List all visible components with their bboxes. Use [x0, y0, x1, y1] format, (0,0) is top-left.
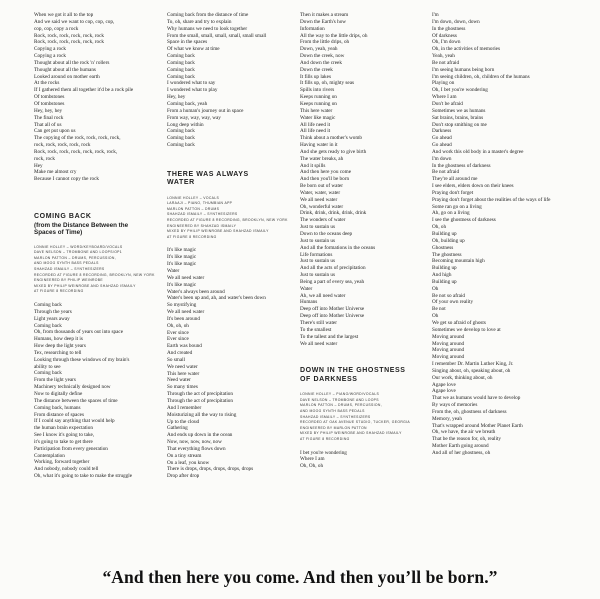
lyric-line: Having water in it [300, 142, 338, 149]
lyric-line: Life formations [300, 251, 333, 258]
lyric-line: Be born out of water [300, 183, 343, 190]
lyric-line: Oh, oh, oh [167, 322, 189, 329]
lyric-line: Be not afraid [432, 169, 460, 176]
lyric-line: Where I am [300, 456, 325, 463]
lyric-line: Go ahead [432, 135, 452, 142]
lyric-line: Sometimes we develop to love at [432, 326, 501, 333]
lyric-line: Down, yeah, yeah [300, 46, 338, 53]
lyric-line: Need water [167, 377, 191, 384]
lyric-line: On a leaf, you know [167, 459, 210, 466]
lyric-line: I remember Dr. Martin Luther King, Jr. [432, 361, 514, 368]
lyric-line: And it spills [300, 162, 326, 169]
lyric-line: DAVE NELSON – TROMBONE AND LOOPS/OP1 [34, 250, 123, 255]
lyric-line: I'm down, down, down [432, 18, 480, 25]
lyric-line: Now, now, now, now, now [167, 439, 222, 446]
song-subtitle-coming-back: (from the Distance Between the Spaces of Time) [34, 221, 129, 237]
lyric-line: Mother Earth going around [432, 443, 489, 450]
lyric-line: Keeps running on [300, 94, 337, 101]
lyric-line: Can get put upon us [34, 128, 76, 135]
lyric-line: At the rocks [34, 80, 60, 87]
lyric-line: That everything flows down [167, 445, 226, 452]
lyric-line: Of what we know at time [167, 46, 220, 53]
lyric-line: From a human's journey out in space [167, 107, 244, 114]
lyric-line: LONNIE HOLLEY – PIANO/WORD/VOCALS [300, 392, 380, 397]
lyric-line: The wonders of water [300, 217, 346, 224]
lyric-line: Of tombstones [34, 100, 65, 107]
lyric-line: Some ran go on a living [432, 203, 482, 210]
lyric-line: Playing on [432, 80, 455, 87]
lyric-line: Because I cannot copy the rock [34, 176, 99, 183]
song-title-down-in-the-ghostness: DOWN IN THE GHOSTNESS OF DARKNESS [300, 367, 406, 383]
lyric-line: Machinery technically designed now [34, 384, 111, 391]
lyric-line: Ever since [167, 336, 189, 343]
lyric-line: LONNIE HOLLEY – VOCALS [167, 195, 220, 200]
lyric-line: Light years away [34, 315, 70, 322]
lyric-line: ENGINEERED BY PHILIP WEINROBE [34, 278, 103, 283]
lyric-line: So many times [167, 384, 198, 391]
lyric-line: To the tallest and the largest [300, 333, 359, 340]
lyric-line: MARLON PATTON – DRUMS, PERCUSSION, [34, 255, 116, 260]
lyric-line: Moving around [432, 340, 465, 347]
lyric-line: Building up [432, 231, 457, 237]
lyric-line: Coming back [34, 370, 62, 377]
lyric-line: Oh, I bet you're wondering [432, 87, 488, 94]
lyric-line: Where I am [432, 94, 457, 101]
lyric-line: Coming back [167, 142, 195, 149]
lyric-line: Memory, yeah [432, 415, 462, 422]
lyric-line: Darkness [432, 128, 452, 135]
lyric-line: MIXED BY PHILIP WEINROBE AND SHAHZAD ISMAILY [167, 229, 269, 234]
lyric-line: From distance of spaces [34, 411, 84, 418]
lyric-line: Oh, we have, the air we breath [432, 429, 496, 436]
lyric-line: There is drops, drops, drops, drops, drops [167, 466, 254, 473]
lyric-line: Of your own reality [432, 299, 474, 306]
lyric-line: And then you'll be born [300, 176, 350, 183]
lyric-line: There's still water [300, 319, 337, 326]
lyric-line: Be not so afraid [432, 292, 465, 299]
lyric-line: We all need water [167, 309, 205, 316]
lyric-line: Drop after drop [167, 473, 200, 480]
lyric-line: We all need water [300, 340, 338, 347]
lyric-line: Oh, in the activities of memories [432, 46, 500, 53]
lyric-line: Humans, how deep it is [34, 336, 83, 343]
lyric-line: I'm seeing children, oh, children of the humans [432, 73, 530, 80]
lyric-line: Down the creek [300, 66, 333, 73]
lyric-line: How deep the light years [34, 343, 86, 350]
lyric-line: If I gathered them all together it'd be a rock pile [34, 87, 134, 94]
lyric-line: Hey [34, 162, 43, 169]
lyric-line: Agape love [432, 381, 456, 388]
lyric-line: The distance between the spaces of time [34, 397, 118, 404]
lyric-line: We all need water [300, 196, 338, 203]
lyric-line: Ah, go on a living [432, 210, 470, 217]
lyric-line: Working, forward together [34, 459, 90, 466]
lyric-line: Moving around [432, 347, 465, 354]
lyric-line: Long deep within [167, 121, 204, 128]
song-title-there-was-always-water: THERE WAS ALWAYS WATER [167, 170, 249, 187]
lyric-line: Looking through these windows of my brain's [34, 356, 130, 363]
lyric-line: Copying a rock [34, 46, 66, 53]
lyric-line: Coming back, humans [34, 404, 81, 411]
lyric-line: Sat brains, brains, brains [432, 114, 484, 121]
lyric-line: It's like magic [167, 261, 197, 268]
lyric-line: Ever since [167, 329, 189, 336]
lyric-line: Coming back [167, 135, 195, 142]
lyric-line: All the way to the little drips, oh [300, 32, 368, 39]
lyric-line: Coming back [167, 59, 195, 66]
lyric-line: In the ghostness of darkness [432, 162, 491, 169]
lyric-line: And down the creek [300, 59, 342, 66]
lyric-line: It fills up lakes [300, 73, 331, 80]
lyric-line: Coming back [34, 302, 62, 309]
lyric-line: Praying don't forget [432, 189, 474, 196]
lyric-line: Oh, building up [432, 237, 465, 244]
lyric-line: This here water [167, 370, 200, 377]
lyric-line: Earth was bound [167, 343, 202, 350]
lyric-line: Space in the spaces [167, 39, 208, 46]
lyric-line: Water, water, water [300, 189, 341, 196]
lyric-line: And then here you come [300, 169, 351, 176]
lyric-line: We need water [167, 363, 198, 370]
lyrics-column-2 [167, 12, 288, 480]
lyric-line: Oh [432, 313, 439, 320]
lyric-line: Water's been up and, ah, and water's been down [167, 295, 266, 302]
lyrics-down-in-the-ghostness [300, 450, 412, 471]
lyric-line: Oh, oh [432, 224, 447, 231]
lyric-line: It's been around [167, 315, 200, 322]
lyric-line: By ways of memories [432, 402, 478, 409]
lyric-line: Being a part of every sea, yeah [300, 278, 365, 285]
lyric-line: Rock, rock, rock, rock, rock, rock [34, 39, 105, 46]
lyric-line: rock, rock, rock, rock, rock [34, 142, 91, 149]
lyric-line: That we as humans would have to develop [432, 395, 521, 402]
lyric-line: MARLON PATTON – DRUMS [167, 206, 220, 211]
lyric-line: Down the Earth's how [300, 18, 347, 25]
lyric-line: Water [300, 285, 313, 292]
lyric-line: I'm seeing humans being born [432, 66, 495, 73]
lyric-line: It's like magic [167, 247, 197, 254]
lyric-line: Humans [300, 299, 318, 306]
lyric-line: And we said we want to cop, cop, cop, [34, 18, 115, 25]
lyric-line: Be not afraid [432, 59, 460, 66]
lyric-line: All life need it [300, 121, 331, 128]
lyric-line: On a tiny stream [167, 452, 202, 459]
lyrics-column-1 [34, 12, 155, 480]
lyric-line: Becoming mountain high [432, 258, 485, 265]
lyric-line: Looked around on mother earth [34, 73, 100, 80]
lyric-line: SHAHZAD ISMAILY – SYNTHESIZERS [300, 414, 371, 419]
lyric-line: DAVE NELSON – TROMBONE AND LOOPS [300, 397, 379, 402]
lyric-line: Through the act of precipitation [167, 391, 233, 398]
lyric-line: Moisturizing all the way to rising [167, 411, 237, 418]
lyric-line: I bet you're wondering [300, 449, 347, 456]
lyric-line: Now to digitally define [34, 391, 83, 397]
lyric-line: Building up [432, 278, 457, 285]
lyric-line: LONNIE HOLLEY – WORD/KEYBOARD/VOCALS [34, 244, 123, 249]
lyric-line: That be the reason for, oh, reality [432, 436, 501, 443]
lyric-line: Be not [432, 306, 446, 313]
lyric-line: All life need it [300, 128, 331, 135]
lyric-line: RECORDED AT OAK AVENUE STUDIO, TUCKER, GEORGIA [300, 420, 411, 425]
lyric-line: Coming back [34, 322, 62, 329]
lyric-line: Singing about, oh, speaking about, oh [432, 367, 511, 374]
lyric-line: When we got it all to the top [34, 12, 94, 18]
lyric-line: AT FIGURE 8 RECORDING [34, 289, 84, 294]
lyric-line: The water breaks, ah [300, 155, 344, 162]
lyric-line: Just to sustain us [300, 258, 336, 265]
lyric-line: cop, cop, copy a rock [34, 25, 79, 32]
lyric-line: From the, oh, ghostness of darkness [432, 408, 507, 415]
lyric-line: SHAHZAD ISMAILY – SYNTHESIZERS [167, 212, 238, 217]
lyric-line: Coming back [167, 73, 195, 80]
lyric-line: Down to the oceans deep [300, 231, 353, 237]
there-was-always-water-continued-lyrics [300, 12, 412, 347]
lyric-line: Oh, what it's going to take to make the struggle [34, 473, 133, 480]
down-in-the-ghostness-section [300, 367, 412, 470]
lyric-line: Spills into rivers [300, 87, 335, 94]
lyric-line: Of tombstones [34, 94, 65, 101]
lyric-line: Coming back, yeah [167, 100, 208, 107]
lyric-line: Oh, I'm down [432, 39, 461, 46]
lyric-line: Oh, wonderful water [300, 203, 344, 210]
lyric-line: I wondered what to say [167, 80, 216, 87]
lyric-line: it's going to take to get there [34, 438, 93, 445]
lyric-line: And all the acts of precipitation [300, 265, 366, 272]
lyric-line: And ends up down in the ocean [167, 432, 233, 439]
lyric-line: I'm down [432, 155, 452, 162]
lyric-line: Drink, drink, drink, drink, drink [300, 210, 367, 217]
lyric-line: That's wrapped around Mother Planet Earth [432, 422, 523, 429]
lyric-line: Deep off into Mother Universe [300, 313, 365, 320]
lyric-line: Coming back [167, 128, 195, 135]
lyric-line: Down the creek, now [300, 53, 345, 60]
lyric-line: And work this old body in a master's degree [432, 148, 524, 155]
lyric-line: Hey, hey, hey [34, 107, 63, 114]
lyric-line: AND MOOG SYNTH BASS PEDALS [34, 261, 99, 266]
lyric-line: Agape love [432, 388, 456, 395]
lyric-line: Coming back [167, 66, 195, 73]
lyrics-coming-back [34, 302, 142, 480]
lyric-line: Thought about all the rock 'n' rollers [34, 59, 110, 66]
lyric-line: It's like magic [167, 254, 197, 261]
lyric-line: Rock, rock, rock, rock, rock, rock, rock, [34, 148, 118, 155]
lyric-line: Go ahead [432, 142, 452, 149]
lyric-line: Our work, thinking about, oh [432, 374, 493, 381]
lyric-line: That all of us [34, 121, 62, 128]
copying-a-rock-lyrics [34, 12, 142, 183]
lyric-line: Ghostness [432, 244, 454, 251]
lyric-line: Water like magic [300, 114, 336, 121]
lyric-line: Oh, from thousands of years out into space [34, 329, 124, 336]
there-was-always-water-section [167, 170, 288, 480]
lyrics-there-was-always-water [167, 247, 279, 480]
lyric-line: Copying a rock [34, 53, 66, 60]
lyric-line: So mystifying [167, 302, 197, 309]
lyric-line: It's like magic [167, 281, 197, 288]
lyric-line: Participation from every generation [34, 445, 108, 452]
lyric-line: Why humans we need to look together [167, 25, 248, 32]
lyric-line: ENGINEERED BY MARLON PATTON [300, 425, 367, 430]
lyric-line: Tex, researching to tell [34, 349, 82, 356]
lyric-line: Just to sustain us [300, 272, 336, 279]
credits-coming-back [34, 244, 155, 295]
lyric-line: Oh [432, 285, 439, 292]
lyric-line: Make me almost cry [34, 169, 77, 176]
lyric-line: Hey, hey [167, 94, 186, 101]
lyric-line: Yeah, yeah [432, 53, 455, 60]
lyric-line: From the little drips, oh [300, 39, 350, 46]
lyric-line: Don't be afraid [432, 100, 463, 107]
lyric-line: And all the formations in the oceans [300, 244, 376, 251]
lyric-line: They're all around me [432, 176, 478, 183]
lyric-line: Then it makes a stream [300, 12, 349, 18]
lyric-line: Just to sustain us [300, 224, 336, 231]
lyric-line: Coming back from the distance of time [167, 12, 249, 18]
lyric-line: Contemplation [34, 452, 65, 459]
lyric-line: The final rock [34, 114, 64, 121]
lyric-line: MIXED BY PHILIP WEINROBE AND SHAHZAD ISMAILY [34, 283, 136, 288]
lyric-line: Gathering [167, 425, 188, 432]
lyric-line: And she gets ready to give birth [300, 148, 367, 155]
lyric-line: I wondered what to play [167, 87, 218, 94]
lyric-line: Moving around [432, 354, 465, 361]
lyric-line: Oh, Oh, oh [300, 463, 324, 470]
lyric-line: AT FIGURE 8 RECORDING [300, 436, 350, 441]
lyric-line: To the smallest [300, 326, 332, 333]
lyric-line: If I could say anything that would help [34, 418, 115, 425]
lyric-line: Sometimes we as humans [432, 107, 486, 114]
lyric-line: The copying of the rock, rock, rock, rock, [34, 135, 121, 142]
lyric-line: Through the act of precipitation [167, 398, 233, 404]
lyric-line: It fills up, oh, mighty seas [300, 80, 355, 87]
lyric-line: Water's always been around [167, 288, 225, 295]
lyric-line: This here water [300, 107, 333, 114]
lyric-line: Information [300, 25, 325, 32]
lyric-line: And nobody, nobody could tell [34, 466, 99, 473]
lyric-line: Up to the cloud [167, 418, 200, 425]
lyric-line: Thought about all the humans [34, 66, 96, 73]
lyric-line: Deep off into Mother Universe [300, 306, 365, 313]
lyric-line: So small [167, 356, 186, 363]
lyric-line: To, oh, share and try to explain [167, 18, 232, 25]
lyric-line: RECORDED AT FIGURE 8 RECORDING, BROOKLYN, NEW YORK [34, 272, 155, 277]
pull-quote: “And then here you come. And then you’ll be born.” [102, 567, 498, 587]
lyric-line: Coming back [167, 53, 195, 60]
lyric-line: AND MOOG SYNTH BASS PEDALS [300, 408, 365, 413]
lyric-line: I see the ghostness of darkness [432, 217, 496, 224]
lyric-line: I'm [432, 12, 439, 18]
coming-back-continued-lyrics [167, 12, 279, 149]
lyric-line: Building up [432, 265, 457, 272]
lyric-line: Water [167, 267, 180, 274]
lyric-line: MARLON PATTON – DRUMS, PERCUSSION, [300, 403, 382, 408]
lyric-line: AT FIGURE 8 RECORDING [167, 234, 217, 239]
lyric-line: Just to sustain us [300, 237, 336, 244]
lyric-line: Don't stop smithing on me [432, 121, 487, 128]
lyric-line: ENGINEERED BY SHAHZAD ISMAILY [167, 223, 237, 228]
lyric-line: RECORDED AT FIGURE 8 RECORDING, BROOKLYN, NEW YORK [167, 218, 288, 223]
lyric-line: And high [432, 272, 452, 279]
lyric-line: From the small, small, small, small, small small [167, 32, 267, 39]
lyric-line: Ah, we all need water [300, 292, 346, 299]
lyric-line: We get so afraid of ghosts [432, 319, 486, 326]
lyric-line: Of darkness [432, 32, 457, 39]
lyric-line: LARAAJI – PIANO, THUMBIAN APP [167, 201, 233, 206]
lyrics-column-3 [300, 12, 412, 470]
lyric-line: See I know it's going to take, [34, 432, 95, 439]
lyric-line: Think about a mother's womb [300, 135, 363, 142]
lyric-line: And all of her ghostness, oh [432, 450, 491, 456]
lyric-line: Keeps running on [300, 100, 337, 107]
lyric-line: In the ghostness [432, 25, 466, 32]
lyrics-column-4 [432, 12, 592, 457]
lyric-line: The ghostness [432, 251, 462, 258]
lyric-line: From way, way, way, way [167, 114, 221, 121]
lyric-line: And I remember [167, 404, 202, 411]
lyric-line: We all need water [167, 274, 205, 281]
credits-down-in-the-ghostness [300, 392, 412, 442]
lyric-line: ability to see [34, 363, 61, 370]
lyric-line: I see elders, elders down on their knees [432, 183, 514, 190]
lyric-line: rock, rock [34, 155, 56, 162]
song-title-coming-back: COMING BACK [34, 213, 92, 221]
credits-there-was-always-water [167, 195, 288, 241]
lyric-line: Rock, rock, rock, rock, rock, rock [34, 32, 105, 39]
lyric-line: Praying don't forget about the realities of the ways of life [432, 196, 551, 203]
lyric-line: MIXED BY PHILIP WEINROBE AND SHAHZAD ISMAILY [300, 431, 402, 436]
lyric-line: the human brain expectation [34, 425, 93, 432]
lyric-line: From the light years [34, 377, 76, 384]
coming-back-section [34, 213, 155, 480]
lyric-line: SHAHZAD ISMAILY – SYNTHESIZERS [34, 267, 105, 272]
lyric-line: Through the years [34, 308, 72, 315]
lyric-line: Moving around [432, 333, 465, 340]
down-in-the-ghostness-continued-lyrics [432, 12, 592, 457]
lyric-line: And created [167, 350, 193, 357]
